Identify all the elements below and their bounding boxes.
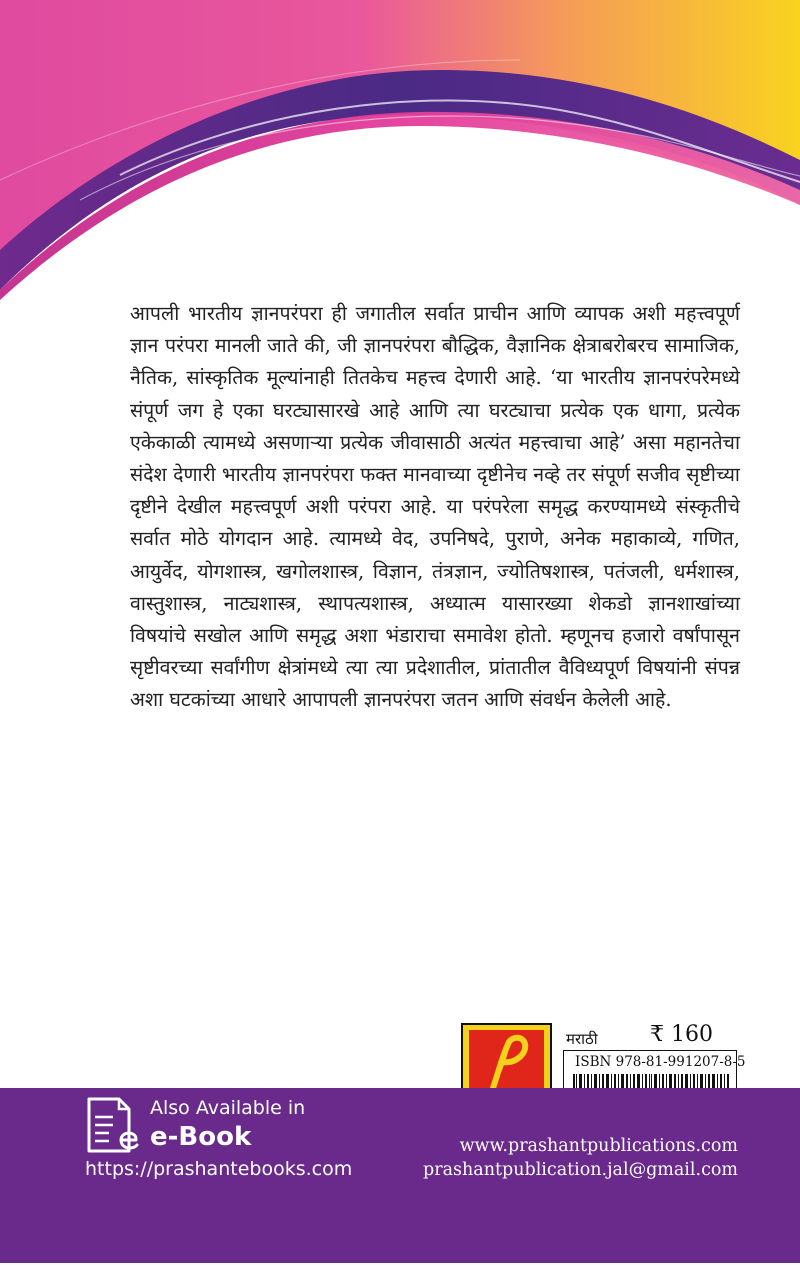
- ebook-url[interactable]: https://prashantebooks.com: [85, 1158, 353, 1180]
- publisher-email[interactable]: prashantpublication.jal@gmail.com: [423, 1160, 738, 1180]
- back-cover-blurb: आपली भारतीय ज्ञानपरंपरा ही जगातील सर्वात प्राचीन आणि व्यापक अशी महत्त्वपूर्ण ज्ञान परंपरा मानली जाते की, जी ज्ञानपरंपरा बौद्धिक, वैज्ञानिक क्षेत्राबरोबरच सामाजिक, नैतिक, सांस्कृतिक मूल्यांनाही तितकेच महत्त्व देणारी आहे. ‘या भारतीय ज्ञानपरंपरेमध्ये संपूर्ण जग हे एका घरट्यासारखे आहे आणि त्या घरट्याचा प्रत्येक एक धागा, प्रत्येक एकेकाळी त्यामध्ये असणाऱ्या प्रत्येक जीवासाठी अत्यंत महत्त्वाचा आहे’ असा महानतेचा संदेश देणारी भारतीय ज्ञानपरंपरा फक्त मानवाच्या दृष्टीनेच नव्हे तर संपूर्ण सजीव सृष्टीच्या दृष्टीने देखील महत्त्वपूर्ण अशी परंपरा आहे. या परंपरेला समृद्ध करण्यामध्ये संस्कृतीचे सर्वात मोठे योगदान आहे. त्यामध्ये वेद, उपनिषदे, पुराणे, अनेक महाकाव्ये, गणित, आयुर्वेद, योगशास्त्र, खगोलशास्त्र, विज्ञान, तंत्रज्ञान, ज्योतिषशास्त्र, पतंजली, धर्मशास्त्र, वास्तुशास्त्र, नाट्यशास्त्र, स्थापत्यशास्त्र, अध्यात्म यासारख्या शेकडो ज्ञानशाखांच्या विषयांचे सखोल आणि समृद्ध अशा भंडाराचा समावेश होतो. म्हणूनच हजारो वर्षांपासून सृष्टीवरच्या सर्वांगीण क्षेत्रांमध्ये त्या त्या प्रदेशातील, प्रांतातील वैविध्यपूर्ण विषयांनी संपन्न अशा घटकांच्या आधारे आपापली ज्ञानपरंपरा जतन आणि संवर्धन केलेली आहे.: [130, 302, 740, 712]
- publisher-website[interactable]: www.prashantpublications.com: [459, 1136, 738, 1156]
- ebook-document-icon: [83, 1095, 141, 1157]
- footer-bottom-stripe: [0, 1263, 800, 1273]
- decorative-wave-header: [0, 0, 800, 300]
- isbn-number: ISBN 978-81-991207-8-5: [575, 1054, 746, 1070]
- also-available-label: Also Available in: [150, 1097, 306, 1119]
- language-label: मराठी: [566, 1030, 598, 1048]
- publisher-contact: [423, 1134, 738, 1182]
- ebook-format-label: e-Book: [150, 1122, 252, 1152]
- price-label: ₹ 160: [650, 1022, 713, 1047]
